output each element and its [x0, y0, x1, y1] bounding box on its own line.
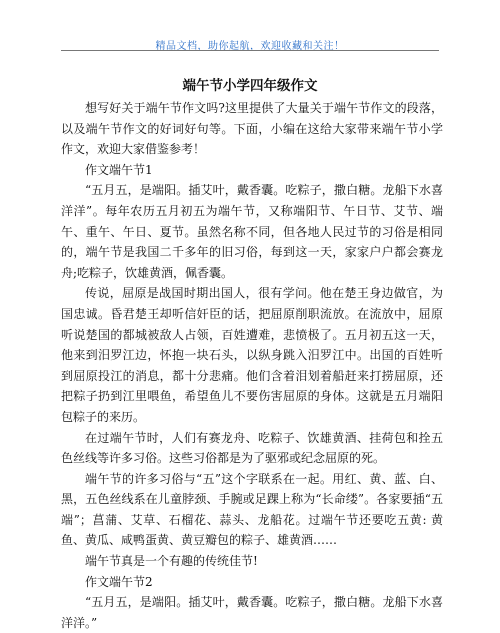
document-title: 端午节小学四年级作文	[182, 78, 318, 94]
section-heading-1: 作文端午节1	[85, 162, 153, 177]
page-header	[0, 0, 500, 52]
document-body	[61, 98, 443, 633]
header-tagline: 精品文档，助你起航，欢迎收藏和关注！	[155, 41, 345, 52]
body-paragraph: 端午节真是一个有趣的传统佳节!	[85, 554, 258, 569]
body-paragraph: “五月五，是端阳。插艾叶，戴香囊。吃粽子，撒白糖。龙船下水喜洋洋”。每年农历五月初五为端午节，又称端阳节、午日节、艾节、端午、重午、午日、夏节。虽然名称不同，但各地人民过节的习俗是相同的，端午节是我国二千多年的旧习俗，每到这一天，家家户户都会赛龙舟;吃粽子，饮雄黄酒，佩香囊。	[61, 183, 443, 280]
header-divider	[61, 50, 439, 51]
body-paragraph: 端午节的许多习俗与“五”这个字联系在一起。用红、黄、蓝、白、黑，五色丝线系在儿童脖颈、手腕或足踝上称为“长命缕”。各家要插“五端”；菖蒲、艾草、石榴花、蒜头、龙船花。过端午节还要吃五黄: 黄鱼、黄瓜、咸鸭蛋黄、黄豆瓣包的粽子、雄黄酒……	[61, 471, 443, 548]
body-paragraph: 传说，屈原是战国时期出国人，很有学问。他在楚王身边做官，为国忠诚。昏君楚王却听信奸臣的话，把屈原削职流放。在流放中，屈原听说楚国的都城被敌人占领，百姓遭难，悲愤极了。五月初五这一天，他来到汨罗江边，怀抱一块石头，以纵身跳入汨罗江中。出国的百姓听到屈原投江的消息，都十分悲痛。他们含着泪划着船赶来打捞屈原，还把粽子扔到江里喂鱼，希望鱼儿不要伤害屈原的身体。这就是五月端阳包粽子的来历。	[61, 286, 443, 424]
body-paragraph: 在过端午节时，人们有赛龙舟、吃粽子、饮雄黄酒、挂荷包和拴五色丝线等许多习俗。这些习俗都是为了驱邪或纪念屈原的死。	[61, 430, 443, 466]
body-paragraph: “五月五，是端阳。插艾叶，戴香囊。吃粽子，撒白糖。龙船下水喜洋洋。”	[61, 595, 443, 630]
intro-paragraph: 想写好关于端午节作文吗?这里提供了大量关于端午节作文的段落，以及端午节作文的好词好句等。下面，小编在这给大家带来端午节小学作文，欢迎大家借鉴参考！	[61, 101, 443, 157]
section-heading-2: 作文端午节2	[85, 574, 153, 589]
